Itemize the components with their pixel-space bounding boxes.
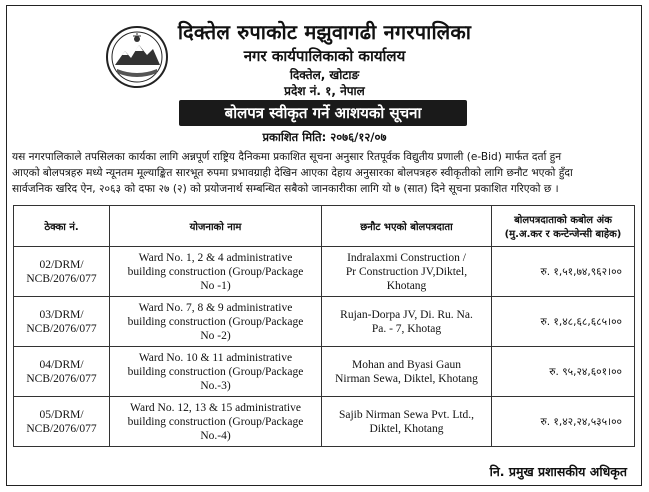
project-name-cell: Ward No. 12, 13 & 15 administrative building construction (Group/Package No.-4) <box>110 397 322 447</box>
table-row <box>14 297 635 347</box>
header-contract-no: ठेक्का नं. <box>14 206 110 247</box>
contract-no-cell: 05/DRM/ NCB/2076/077 <box>14 397 110 447</box>
published-date: प्रकाशित मिति: २०७६/१२/०७ <box>262 130 387 144</box>
table-row <box>14 247 635 297</box>
contract-no-cell: 02/DRM/ NCB/2076/077 <box>14 247 110 297</box>
office-location: दिक्तेल, खोटाङ <box>289 68 360 82</box>
municipality-name: दिक्तेल रुपाकोट मझुवागढी नगरपालिका <box>177 20 472 44</box>
notice-body-line: आएको बोलपत्रहरु मध्ये न्यूनतम मूल्याङ्कित सारभूत रुपमा प्रभावग्राही देखिन आएका देहाय अनुसारका बोलपत्रहरु स्वीकृतीको लागि छनौट भएको हुँदा <box>12 167 573 179</box>
table-row <box>14 347 635 397</box>
bid-acceptance-table <box>13 205 635 447</box>
signatory-title: नि. प्रमुख प्रशासकीय अधिकृत <box>489 464 627 479</box>
bidder-cell: Mohan and Byasi Gaun Nirman Sewa, Diktel, Khotang <box>322 347 492 397</box>
header-bid-amount-line1: बोलपत्रदाताको कबोल अंक <box>514 215 612 226</box>
table-header-row <box>14 206 635 247</box>
notice-body-line: सार्वजनिक खरिद ऐन, २०६३ को दफा २७ (२) को प्रयोजनार्थ सम्बन्धित सबैको जानकारीका लागि यो ७ (सात) दिने सूचना प्रकाशित गरिएको छ । <box>12 183 559 195</box>
header-project-name: योजनाको नाम <box>110 206 322 247</box>
bid-amount-cell: रु. १,४८,६८,६८५।०० <box>492 297 635 347</box>
header-bid-amount-line2: (मु.अ.कर र कन्टेन्जेन्सी बाहेक) <box>504 229 622 240</box>
contract-no-cell: 04/DRM/ NCB/2076/077 <box>14 347 110 397</box>
project-name-cell: Ward No. 10 & 11 administrative building construction (Group/Package No.-3) <box>110 347 322 397</box>
bid-amount-cell: रु. ९५,२४,६०१।०० <box>492 347 635 397</box>
header-bidder: छनौट भएको बोलपत्रदाता <box>322 206 492 247</box>
contract-no-cell: 03/DRM/ NCB/2076/077 <box>14 297 110 347</box>
bid-amount-cell: रु. १,५१,७४,९६२।०० <box>492 247 635 297</box>
bidder-cell: Indralaxmi Construction / Pr Construction JV,Diktel, Khotang <box>322 247 492 297</box>
project-name-cell: Ward No. 1, 2 & 4 administrative building construction (Group/Package No -1) <box>110 247 322 297</box>
bidder-cell: Rujan-Dorpa JV, Di. Ru. Na. Pa. - 7, Khotag <box>322 297 492 347</box>
office-name: नगर कार्यपालिकाको कार्यालय <box>243 47 406 65</box>
notice-title: बोलपत्र स्वीकृत गर्ने आशयको सूचना <box>179 100 467 126</box>
table-row <box>14 397 635 447</box>
bid-amount-cell: रु. १,४२,२४,५३५।०० <box>492 397 635 447</box>
project-name-cell: Ward No. 7, 8 & 9 administrative building construction (Group/Package No -2) <box>110 297 322 347</box>
office-province: प्रदेश नं. १, नेपाल <box>284 84 365 98</box>
header-bid-amount <box>492 206 635 247</box>
notice-body <box>12 149 638 197</box>
bidder-cell: Sajib Nirman Sewa Pvt. Ltd., Diktel, Khotang <box>322 397 492 447</box>
notice-body-line: यस नगरपालिकाले तपसिलका कार्यका लागि अन्नपूर्ण राष्ट्रिय दैनिकमा प्रकाशित सूचना अनुसार रितपूर्वक विद्युतीय प्रणाली (e-Bid) मार्फत दर्ता हुन <box>12 151 562 163</box>
